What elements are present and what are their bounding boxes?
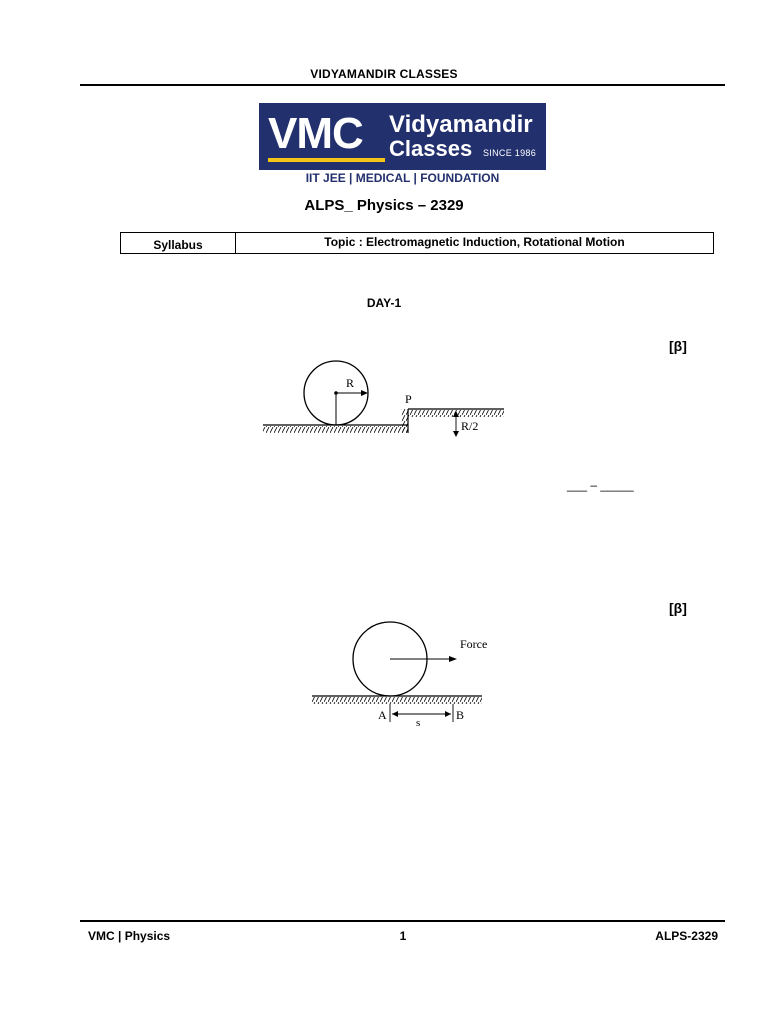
syllabus-table bbox=[120, 232, 714, 254]
header-title: VIDYAMANDIR CLASSES bbox=[310, 67, 458, 81]
logo-name-line2: Classes bbox=[389, 136, 473, 161]
point-p-label: P bbox=[405, 392, 412, 406]
distance-arrow-left bbox=[392, 711, 398, 717]
radius-label: R bbox=[346, 376, 355, 390]
figure-2 bbox=[308, 618, 488, 728]
logo-tagline: IIT JEE | MEDICAL | FOUNDATION bbox=[305, 171, 500, 185]
step-arrow-down bbox=[453, 431, 459, 437]
logo-since: SINCE 1986 bbox=[483, 148, 537, 158]
ground-hatch bbox=[312, 697, 482, 704]
footer-rule bbox=[80, 920, 725, 922]
step-wall-hatch bbox=[401, 409, 408, 433]
header-rule bbox=[80, 84, 725, 86]
question-1-tag: [β] bbox=[669, 338, 687, 354]
answer-blanks: ___ – _____ bbox=[567, 478, 634, 492]
figure-1 bbox=[258, 355, 508, 440]
syllabus-topic: Topic : Electromagnetic Induction, Rotational Motion bbox=[324, 235, 625, 249]
vmc-logo bbox=[259, 103, 546, 170]
step-label: R/2 bbox=[461, 419, 479, 433]
logo-accent-bar bbox=[268, 158, 385, 162]
logo-brand: VMC bbox=[268, 109, 363, 158]
force-label: Force bbox=[460, 637, 488, 651]
page-number: 1 bbox=[399, 929, 407, 943]
radius-arrowhead bbox=[361, 390, 368, 396]
day-heading: DAY-1 bbox=[366, 296, 402, 310]
document-title: ALPS_ Physics – 2329 bbox=[304, 197, 464, 214]
distance-label: s bbox=[416, 717, 421, 728]
footer-right: ALPS-2329 bbox=[655, 929, 718, 943]
question-2-tag: [β] bbox=[669, 600, 687, 616]
point-b-label: B bbox=[456, 708, 465, 722]
syllabus-label: Syllabus bbox=[121, 233, 236, 253]
logo-name-line1: Vidyamandir bbox=[389, 111, 533, 138]
distance-arrow-right bbox=[445, 711, 451, 717]
point-a-label: A bbox=[378, 708, 387, 722]
footer-left: VMC | Physics bbox=[88, 929, 171, 943]
force-arrowhead bbox=[449, 656, 457, 662]
lower-ground-hatch bbox=[263, 426, 408, 433]
